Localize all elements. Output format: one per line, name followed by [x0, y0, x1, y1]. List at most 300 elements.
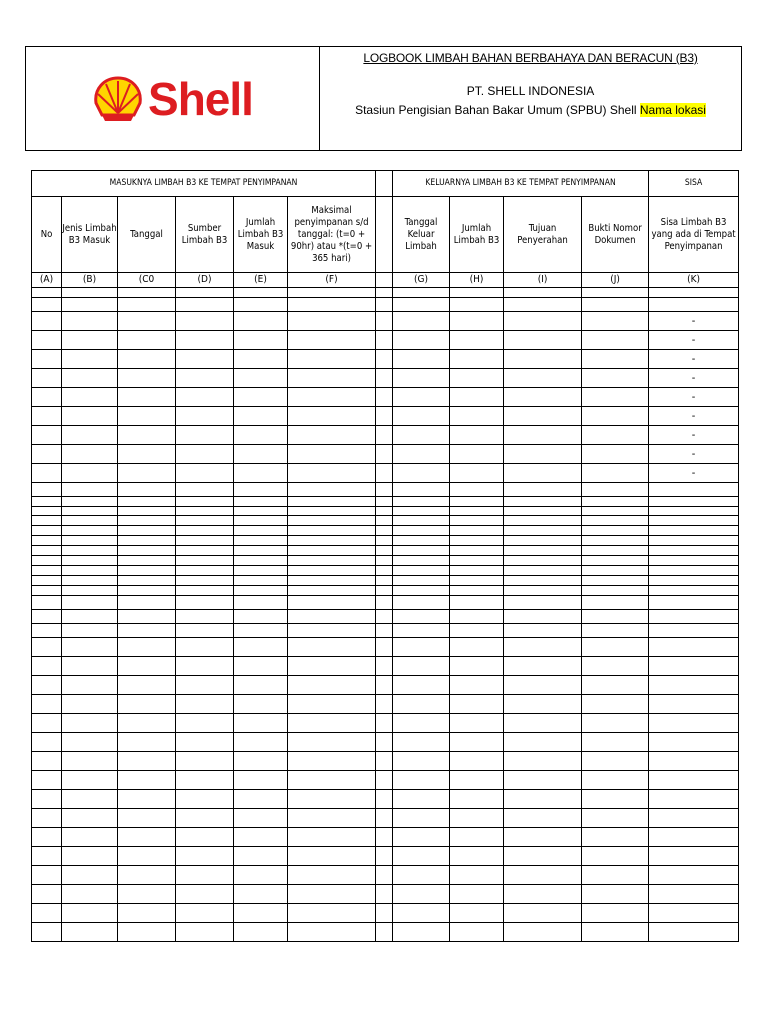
table-cell[interactable] — [32, 828, 62, 847]
table-cell[interactable] — [118, 828, 176, 847]
table-cell[interactable] — [176, 847, 234, 866]
table-cell[interactable] — [32, 526, 62, 536]
table-cell[interactable] — [450, 624, 504, 638]
table-cell[interactable] — [288, 733, 376, 752]
table-cell[interactable] — [62, 369, 118, 388]
table-cell[interactable] — [393, 638, 450, 657]
table-cell[interactable] — [62, 556, 118, 566]
table-cell[interactable] — [288, 885, 376, 904]
table-cell[interactable] — [504, 526, 582, 536]
table-cell[interactable] — [582, 866, 649, 885]
table-cell[interactable] — [288, 809, 376, 828]
table-cell[interactable] — [62, 610, 118, 624]
table-cell[interactable] — [288, 624, 376, 638]
table-cell[interactable] — [62, 483, 118, 497]
table-cell[interactable] — [32, 752, 62, 771]
table-cell[interactable] — [234, 733, 288, 752]
table-cell[interactable] — [376, 507, 393, 516]
table-cell[interactable] — [62, 676, 118, 695]
table-cell[interactable] — [176, 809, 234, 828]
table-cell[interactable] — [62, 733, 118, 752]
table-cell[interactable] — [288, 576, 376, 586]
table-cell[interactable] — [118, 483, 176, 497]
table-cell[interactable] — [176, 866, 234, 885]
table-cell[interactable] — [582, 828, 649, 847]
table-cell[interactable] — [450, 576, 504, 586]
table-cell[interactable] — [376, 676, 393, 695]
table-cell[interactable] — [504, 350, 582, 369]
table-cell[interactable] — [376, 426, 393, 445]
table-cell[interactable] — [393, 586, 450, 596]
table-cell[interactable] — [288, 298, 376, 312]
table-cell[interactable] — [176, 610, 234, 624]
table-cell[interactable] — [32, 426, 62, 445]
table-cell[interactable] — [118, 624, 176, 638]
table-cell[interactable] — [62, 407, 118, 426]
table-cell[interactable] — [393, 624, 450, 638]
table-cell[interactable] — [393, 904, 450, 923]
table-cell[interactable] — [118, 885, 176, 904]
sisa-cell[interactable]: - — [649, 369, 739, 388]
table-cell[interactable] — [393, 866, 450, 885]
table-cell[interactable] — [393, 676, 450, 695]
table-cell[interactable] — [118, 298, 176, 312]
table-cell[interactable] — [582, 298, 649, 312]
table-cell[interactable] — [376, 516, 393, 526]
table-cell[interactable] — [376, 596, 393, 610]
table-cell[interactable] — [234, 516, 288, 526]
table-cell[interactable] — [582, 556, 649, 566]
table-cell[interactable] — [176, 657, 234, 676]
table-cell[interactable] — [234, 331, 288, 350]
table-cell[interactable] — [176, 586, 234, 596]
table-cell[interactable] — [32, 369, 62, 388]
table-cell[interactable] — [32, 388, 62, 407]
table-cell[interactable] — [582, 388, 649, 407]
table-cell[interactable] — [62, 866, 118, 885]
table-cell[interactable] — [450, 507, 504, 516]
table-cell[interactable] — [288, 657, 376, 676]
sisa-cell[interactable]: - — [649, 331, 739, 350]
table-cell[interactable] — [118, 388, 176, 407]
table-cell[interactable] — [582, 624, 649, 638]
table-cell[interactable] — [62, 464, 118, 483]
table-cell[interactable] — [393, 714, 450, 733]
table-cell[interactable] — [176, 516, 234, 526]
table-cell[interactable] — [504, 828, 582, 847]
table-cell[interactable] — [288, 752, 376, 771]
table-cell[interactable] — [32, 483, 62, 497]
sisa-cell[interactable] — [649, 483, 739, 497]
table-cell[interactable] — [32, 331, 62, 350]
table-cell[interactable] — [288, 866, 376, 885]
table-cell[interactable] — [288, 464, 376, 483]
table-cell[interactable] — [288, 288, 376, 298]
table-cell[interactable] — [393, 752, 450, 771]
table-cell[interactable] — [504, 695, 582, 714]
table-cell[interactable] — [288, 312, 376, 331]
table-cell[interactable] — [234, 298, 288, 312]
sisa-cell[interactable]: - — [649, 350, 739, 369]
table-cell[interactable] — [504, 426, 582, 445]
table-cell[interactable] — [118, 752, 176, 771]
table-cell[interactable] — [32, 566, 62, 576]
table-cell[interactable] — [32, 288, 62, 298]
table-cell[interactable] — [450, 464, 504, 483]
table-cell[interactable] — [118, 695, 176, 714]
table-cell[interactable] — [32, 624, 62, 638]
table-cell[interactable] — [450, 566, 504, 576]
table-cell[interactable] — [62, 847, 118, 866]
table-cell[interactable] — [376, 388, 393, 407]
table-cell[interactable] — [376, 546, 393, 556]
table-cell[interactable] — [393, 546, 450, 556]
table-cell[interactable] — [234, 752, 288, 771]
table-cell[interactable] — [582, 516, 649, 526]
table-cell[interactable] — [234, 771, 288, 790]
sisa-cell[interactable] — [649, 657, 739, 676]
table-cell[interactable] — [32, 714, 62, 733]
table-cell[interactable] — [62, 638, 118, 657]
table-cell[interactable] — [393, 610, 450, 624]
sisa-cell[interactable] — [649, 676, 739, 695]
table-cell[interactable] — [582, 566, 649, 576]
table-cell[interactable] — [582, 695, 649, 714]
table-cell[interactable] — [32, 866, 62, 885]
table-cell[interactable] — [176, 407, 234, 426]
table-cell[interactable] — [234, 885, 288, 904]
table-cell[interactable] — [393, 576, 450, 586]
table-cell[interactable] — [450, 483, 504, 497]
sisa-cell[interactable] — [649, 566, 739, 576]
table-cell[interactable] — [176, 771, 234, 790]
table-cell[interactable] — [234, 790, 288, 809]
table-cell[interactable] — [62, 809, 118, 828]
table-cell[interactable] — [393, 526, 450, 536]
table-cell[interactable] — [288, 483, 376, 497]
table-cell[interactable] — [62, 507, 118, 516]
table-cell[interactable] — [234, 596, 288, 610]
table-cell[interactable] — [393, 847, 450, 866]
table-cell[interactable] — [176, 288, 234, 298]
table-cell[interactable] — [582, 507, 649, 516]
table-cell[interactable] — [504, 507, 582, 516]
table-cell[interactable] — [62, 714, 118, 733]
table-cell[interactable] — [504, 388, 582, 407]
table-cell[interactable] — [234, 288, 288, 298]
table-cell[interactable] — [62, 516, 118, 526]
table-cell[interactable] — [118, 445, 176, 464]
table-cell[interactable] — [62, 546, 118, 556]
table-cell[interactable] — [450, 657, 504, 676]
table-cell[interactable] — [393, 288, 450, 298]
table-cell[interactable] — [450, 288, 504, 298]
table-cell[interactable] — [32, 771, 62, 790]
table-cell[interactable] — [450, 350, 504, 369]
sisa-cell[interactable]: - — [649, 407, 739, 426]
table-cell[interactable] — [62, 790, 118, 809]
table-cell[interactable] — [32, 923, 62, 942]
table-cell[interactable] — [288, 507, 376, 516]
table-cell[interactable] — [62, 904, 118, 923]
table-cell[interactable] — [118, 923, 176, 942]
table-cell[interactable] — [288, 596, 376, 610]
table-cell[interactable] — [504, 546, 582, 556]
table-cell[interactable] — [118, 904, 176, 923]
table-cell[interactable] — [234, 828, 288, 847]
table-cell[interactable] — [376, 566, 393, 576]
table-cell[interactable] — [376, 288, 393, 298]
table-cell[interactable] — [450, 714, 504, 733]
table-cell[interactable] — [234, 566, 288, 576]
table-cell[interactable] — [504, 752, 582, 771]
table-cell[interactable] — [582, 536, 649, 546]
table-cell[interactable] — [234, 809, 288, 828]
table-cell[interactable] — [176, 331, 234, 350]
table-cell[interactable] — [393, 566, 450, 576]
sisa-cell[interactable] — [649, 586, 739, 596]
table-cell[interactable] — [450, 676, 504, 695]
sisa-cell[interactable]: - — [649, 388, 739, 407]
table-cell[interactable] — [582, 610, 649, 624]
table-cell[interactable] — [62, 497, 118, 507]
table-cell[interactable] — [288, 388, 376, 407]
table-cell[interactable] — [504, 536, 582, 546]
table-cell[interactable] — [234, 483, 288, 497]
table-cell[interactable] — [32, 638, 62, 657]
table-cell[interactable] — [376, 904, 393, 923]
table-cell[interactable] — [176, 828, 234, 847]
sisa-cell[interactable]: - — [649, 312, 739, 331]
table-cell[interactable] — [62, 586, 118, 596]
sisa-cell[interactable] — [649, 695, 739, 714]
table-cell[interactable] — [376, 923, 393, 942]
table-cell[interactable] — [62, 828, 118, 847]
table-cell[interactable] — [288, 923, 376, 942]
table-cell[interactable] — [32, 536, 62, 546]
table-cell[interactable] — [376, 369, 393, 388]
table-cell[interactable] — [118, 576, 176, 586]
table-cell[interactable] — [288, 790, 376, 809]
table-cell[interactable] — [582, 483, 649, 497]
table-cell[interactable] — [582, 638, 649, 657]
table-cell[interactable] — [393, 695, 450, 714]
table-cell[interactable] — [176, 624, 234, 638]
table-cell[interactable] — [376, 556, 393, 566]
table-cell[interactable] — [504, 657, 582, 676]
table-cell[interactable] — [450, 923, 504, 942]
table-cell[interactable] — [62, 885, 118, 904]
table-cell[interactable] — [288, 556, 376, 566]
table-cell[interactable] — [118, 714, 176, 733]
table-cell[interactable] — [504, 866, 582, 885]
table-cell[interactable] — [118, 809, 176, 828]
table-cell[interactable] — [582, 426, 649, 445]
sisa-cell[interactable]: - — [649, 464, 739, 483]
table-cell[interactable] — [288, 516, 376, 526]
table-cell[interactable] — [118, 566, 176, 576]
table-cell[interactable] — [118, 771, 176, 790]
table-cell[interactable] — [582, 350, 649, 369]
table-cell[interactable] — [288, 426, 376, 445]
table-cell[interactable] — [176, 369, 234, 388]
table-cell[interactable] — [582, 885, 649, 904]
table-cell[interactable] — [176, 638, 234, 657]
sisa-cell[interactable] — [649, 866, 739, 885]
table-cell[interactable] — [504, 497, 582, 507]
table-cell[interactable] — [450, 556, 504, 566]
table-cell[interactable] — [118, 497, 176, 507]
table-cell[interactable] — [450, 497, 504, 507]
table-cell[interactable] — [32, 312, 62, 331]
table-cell[interactable] — [32, 809, 62, 828]
table-cell[interactable] — [234, 497, 288, 507]
table-cell[interactable] — [393, 507, 450, 516]
table-cell[interactable] — [450, 866, 504, 885]
table-cell[interactable] — [376, 866, 393, 885]
table-cell[interactable] — [118, 546, 176, 556]
table-cell[interactable] — [176, 536, 234, 546]
table-cell[interactable] — [62, 350, 118, 369]
table-cell[interactable] — [504, 407, 582, 426]
table-cell[interactable] — [393, 369, 450, 388]
table-cell[interactable] — [582, 809, 649, 828]
table-cell[interactable] — [393, 809, 450, 828]
table-cell[interactable] — [376, 586, 393, 596]
table-cell[interactable] — [176, 507, 234, 516]
table-cell[interactable] — [376, 695, 393, 714]
table-cell[interactable] — [450, 526, 504, 536]
table-cell[interactable] — [288, 350, 376, 369]
table-cell[interactable] — [118, 331, 176, 350]
table-cell[interactable] — [450, 885, 504, 904]
table-cell[interactable] — [118, 312, 176, 331]
table-cell[interactable] — [393, 407, 450, 426]
table-cell[interactable] — [504, 483, 582, 497]
table-cell[interactable] — [582, 676, 649, 695]
table-cell[interactable] — [32, 847, 62, 866]
table-cell[interactable] — [450, 695, 504, 714]
table-cell[interactable] — [376, 497, 393, 507]
table-cell[interactable] — [288, 331, 376, 350]
sisa-cell[interactable] — [649, 790, 739, 809]
table-cell[interactable] — [450, 426, 504, 445]
table-cell[interactable] — [176, 312, 234, 331]
table-cell[interactable] — [32, 350, 62, 369]
table-cell[interactable] — [288, 526, 376, 536]
table-cell[interactable] — [582, 904, 649, 923]
table-cell[interactable] — [393, 923, 450, 942]
table-cell[interactable] — [62, 596, 118, 610]
table-cell[interactable] — [393, 331, 450, 350]
table-cell[interactable] — [288, 536, 376, 546]
table-cell[interactable] — [450, 828, 504, 847]
table-cell[interactable] — [288, 369, 376, 388]
table-cell[interactable] — [234, 657, 288, 676]
sisa-cell[interactable] — [649, 596, 739, 610]
table-cell[interactable] — [288, 676, 376, 695]
table-cell[interactable] — [393, 828, 450, 847]
sisa-cell[interactable] — [649, 752, 739, 771]
table-cell[interactable] — [376, 657, 393, 676]
table-cell[interactable] — [504, 464, 582, 483]
table-cell[interactable] — [504, 885, 582, 904]
table-cell[interactable] — [118, 426, 176, 445]
table-cell[interactable] — [504, 923, 582, 942]
table-cell[interactable] — [582, 714, 649, 733]
table-cell[interactable] — [393, 556, 450, 566]
sisa-cell[interactable] — [649, 904, 739, 923]
sisa-cell[interactable] — [649, 885, 739, 904]
table-cell[interactable] — [176, 445, 234, 464]
table-cell[interactable] — [504, 676, 582, 695]
table-cell[interactable] — [176, 298, 234, 312]
table-cell[interactable] — [234, 407, 288, 426]
table-cell[interactable] — [234, 638, 288, 657]
table-cell[interactable] — [582, 546, 649, 556]
table-cell[interactable] — [234, 464, 288, 483]
sisa-cell[interactable] — [649, 536, 739, 546]
table-cell[interactable] — [393, 312, 450, 331]
table-cell[interactable] — [376, 610, 393, 624]
table-cell[interactable] — [504, 586, 582, 596]
table-cell[interactable] — [376, 771, 393, 790]
table-cell[interactable] — [450, 638, 504, 657]
sisa-cell[interactable] — [649, 828, 739, 847]
table-cell[interactable] — [176, 388, 234, 407]
table-cell[interactable] — [582, 369, 649, 388]
sisa-cell[interactable] — [649, 288, 739, 298]
table-cell[interactable] — [234, 586, 288, 596]
table-cell[interactable] — [504, 576, 582, 586]
table-cell[interactable] — [234, 369, 288, 388]
table-cell[interactable] — [62, 752, 118, 771]
table-cell[interactable] — [504, 312, 582, 331]
table-cell[interactable] — [393, 497, 450, 507]
table-cell[interactable] — [118, 407, 176, 426]
table-cell[interactable] — [376, 714, 393, 733]
table-cell[interactable] — [582, 847, 649, 866]
table-cell[interactable] — [393, 350, 450, 369]
table-cell[interactable] — [118, 369, 176, 388]
table-cell[interactable] — [176, 676, 234, 695]
table-cell[interactable] — [450, 516, 504, 526]
table-cell[interactable] — [118, 507, 176, 516]
table-cell[interactable] — [118, 610, 176, 624]
table-cell[interactable] — [376, 576, 393, 586]
table-cell[interactable] — [176, 904, 234, 923]
table-cell[interactable] — [393, 445, 450, 464]
sisa-cell[interactable] — [649, 576, 739, 586]
table-cell[interactable] — [376, 638, 393, 657]
sisa-cell[interactable]: - — [649, 445, 739, 464]
table-cell[interactable] — [32, 610, 62, 624]
table-cell[interactable] — [582, 790, 649, 809]
table-cell[interactable] — [450, 904, 504, 923]
table-cell[interactable] — [288, 771, 376, 790]
table-cell[interactable] — [504, 331, 582, 350]
table-cell[interactable] — [288, 497, 376, 507]
table-cell[interactable] — [582, 497, 649, 507]
table-cell[interactable] — [176, 733, 234, 752]
table-cell[interactable] — [376, 828, 393, 847]
table-cell[interactable] — [32, 586, 62, 596]
table-cell[interactable] — [32, 445, 62, 464]
table-cell[interactable] — [450, 790, 504, 809]
table-cell[interactable] — [176, 350, 234, 369]
table-cell[interactable] — [118, 638, 176, 657]
table-cell[interactable] — [504, 847, 582, 866]
